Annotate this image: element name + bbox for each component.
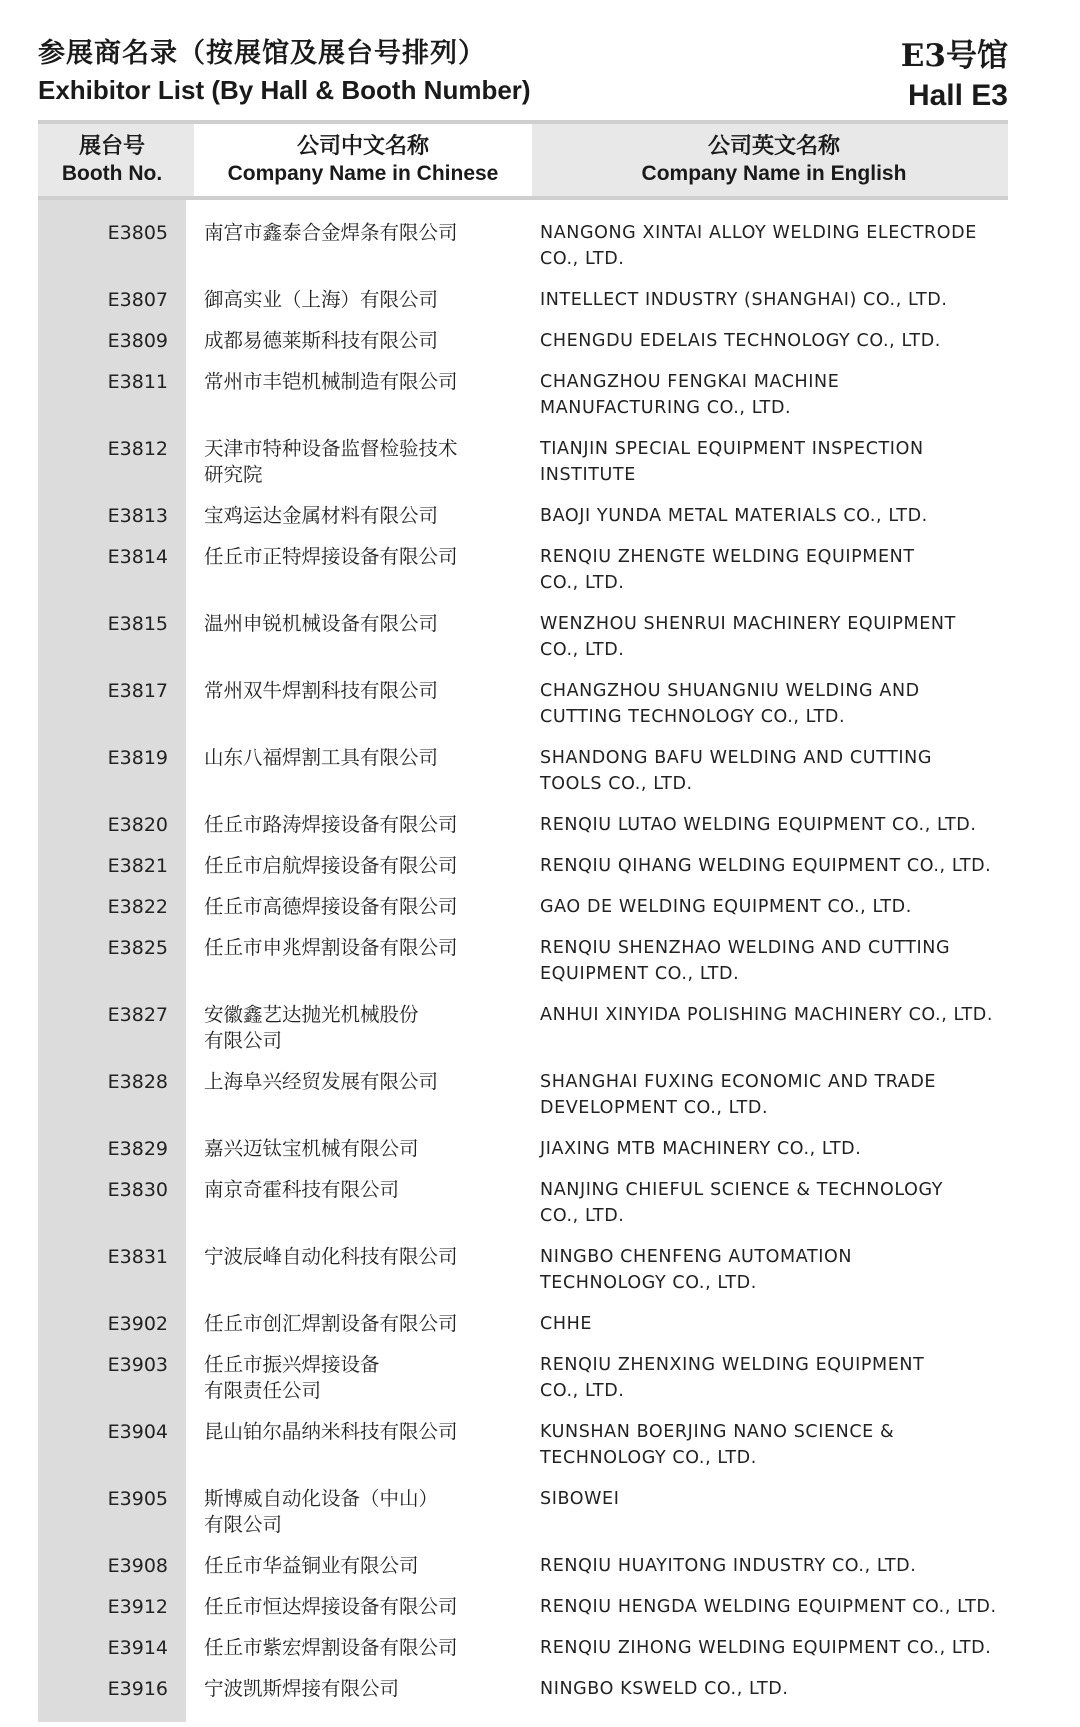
- name-line: 天津市特种设备监督检验技术: [204, 437, 458, 460]
- name-line: KUNSHAN BOERJING NANO SCIENCE &: [540, 1422, 895, 1442]
- company-name-english: [540, 853, 1008, 879]
- name-line: 任丘市高德焊接设备有限公司: [204, 895, 458, 918]
- name-line: 有限公司: [204, 1029, 283, 1052]
- company-name-english: [540, 1635, 1008, 1661]
- name-line: 有限责任公司: [204, 1379, 322, 1402]
- booth-number: E3814: [107, 546, 168, 568]
- name-line: 任丘市创汇焊割设备有限公司: [204, 1312, 458, 1335]
- company-name-english: [540, 220, 1008, 272]
- table-row: [38, 605, 1008, 672]
- company-name-chinese: [194, 894, 532, 920]
- name-line: CO., LTD.: [540, 573, 625, 593]
- name-line: NANJING CHIEFUL SCIENCE & TECHNOLOGY: [540, 1180, 944, 1200]
- name-line: NINGBO CHENFENG AUTOMATION: [540, 1247, 853, 1267]
- booth-number: E3902: [107, 1313, 168, 1335]
- booth-number: E3905: [107, 1488, 168, 1510]
- name-line: 任丘市申兆焊割设备有限公司: [204, 936, 458, 959]
- name-line: 常州市丰铠机械制造有限公司: [204, 370, 458, 393]
- table-row: [38, 281, 1008, 322]
- table-row: [38, 888, 1008, 929]
- booth-number: E3916: [107, 1678, 168, 1700]
- booth-number: E3820: [107, 814, 168, 836]
- name-line: RENQIU SHENZHAO WELDING AND CUTTING: [540, 938, 951, 958]
- booth-number: E3912: [107, 1596, 168, 1618]
- company-name-english: [540, 1419, 1008, 1471]
- name-line: CHHE: [540, 1314, 592, 1334]
- name-line: CO., LTD.: [540, 249, 625, 269]
- name-line: RENQIU ZHENXING WELDING EQUIPMENT: [540, 1355, 925, 1375]
- company-name-chinese: [194, 935, 532, 961]
- company-name-chinese: [194, 1311, 532, 1337]
- company-name-chinese: [194, 1069, 532, 1095]
- hall-chinese: E3号馆: [900, 38, 1008, 74]
- booth-number: E3817: [107, 680, 168, 702]
- name-line: 任丘市启航焊接设备有限公司: [204, 854, 458, 877]
- name-line: 温州申锐机械设备有限公司: [204, 612, 439, 635]
- company-name-english: [540, 503, 1008, 529]
- company-name-english: [540, 1002, 1008, 1028]
- name-line: GAO DE WELDING EQUIPMENT CO., LTD.: [540, 897, 912, 917]
- name-line: RENQIU HUAYITONG INDUSTRY CO., LTD.: [540, 1556, 917, 1576]
- table-row: [38, 1346, 1008, 1413]
- table-row: [38, 430, 1008, 497]
- company-name-english: [540, 1069, 1008, 1121]
- company-name-english: [540, 328, 1008, 354]
- table-row: [38, 996, 1008, 1063]
- name-line: 安徽鑫艺达抛光机械股份: [204, 1003, 419, 1026]
- name-line: CO., LTD.: [540, 640, 625, 660]
- company-name-chinese: [194, 1676, 532, 1702]
- name-line: TECHNOLOGY CO., LTD.: [540, 1448, 757, 1468]
- company-name-english: [540, 1553, 1008, 1579]
- name-line: CHANGZHOU FENGKAI MACHINE: [540, 372, 840, 392]
- name-line: SIBOWEI: [540, 1489, 620, 1509]
- booth-number: E3828: [107, 1071, 168, 1093]
- table-row: [38, 322, 1008, 363]
- name-line: 宝鸡运达金属材料有限公司: [204, 504, 439, 527]
- company-name-chinese: [194, 1002, 532, 1054]
- company-name-english: [540, 745, 1008, 797]
- name-line: BAOJI YUNDA METAL MATERIALS CO., LTD.: [540, 506, 928, 526]
- name-line: CO., LTD.: [540, 1381, 625, 1401]
- name-line: RENQIU ZHENGTE WELDING EQUIPMENT: [540, 547, 915, 567]
- header-en: Company Name in English: [641, 162, 907, 185]
- booth-number: E3827: [107, 1004, 168, 1026]
- booth-number: E3822: [107, 896, 168, 918]
- name-line: INTELLECT INDUSTRY (SHANGHAI) CO., LTD.: [540, 290, 948, 310]
- company-name-chinese: [194, 853, 532, 879]
- company-name-chinese: [194, 1177, 532, 1203]
- table-row: [38, 1063, 1008, 1130]
- table-row: [38, 806, 1008, 847]
- name-line: 南宫市鑫泰合金焊条有限公司: [204, 221, 458, 244]
- company-name-chinese: [194, 220, 532, 246]
- name-line: SHANDONG BAFU WELDING AND CUTTING: [540, 748, 932, 768]
- table-row: [38, 363, 1008, 430]
- company-name-english: [540, 1486, 1008, 1512]
- table-row: [38, 847, 1008, 888]
- company-name-chinese: [194, 436, 532, 488]
- table-row: [38, 1413, 1008, 1480]
- table-row: [38, 1670, 1008, 1711]
- name-line: 上海阜兴经贸发展有限公司: [204, 1070, 439, 1093]
- company-name-chinese: [194, 287, 532, 313]
- booth-number: E3807: [107, 289, 168, 311]
- title-chinese: 参展商名录（按展馆及展台号排列）: [38, 38, 486, 69]
- booth-number: E3805: [107, 222, 168, 244]
- name-line: 昆山铂尔晶纳米科技有限公司: [204, 1420, 458, 1443]
- name-line: 常州双牛焊割科技有限公司: [204, 679, 439, 702]
- header-zh: 展台号: [78, 133, 145, 159]
- company-name-english: [540, 1311, 1008, 1337]
- table-row: [38, 1588, 1008, 1629]
- table-row: [38, 739, 1008, 806]
- booth-number: E3813: [107, 505, 168, 527]
- table-row: [38, 1238, 1008, 1305]
- company-name-chinese: [194, 1419, 532, 1445]
- company-name-chinese: [194, 678, 532, 704]
- header-booth-no: [38, 124, 186, 196]
- exhibitor-table: [38, 120, 1008, 1711]
- company-name-english: [540, 1177, 1008, 1229]
- name-line: 任丘市华益铜业有限公司: [204, 1554, 419, 1577]
- company-name-english: [540, 1136, 1008, 1162]
- name-line: 御高实业（上海）有限公司: [204, 288, 439, 311]
- company-name-chinese: [194, 611, 532, 637]
- company-name-chinese: [194, 369, 532, 395]
- booth-number: E3829: [107, 1138, 168, 1160]
- booth-number: E3904: [107, 1421, 168, 1443]
- company-name-english: [540, 436, 1008, 488]
- company-name-chinese: [194, 812, 532, 838]
- name-line: ANHUI XINYIDA POLISHING MACHINERY CO., LTD.: [540, 1005, 994, 1025]
- company-name-chinese: [194, 503, 532, 529]
- company-name-english: [540, 678, 1008, 730]
- header-company-chinese: [194, 124, 532, 196]
- name-line: 宁波辰峰自动化科技有限公司: [204, 1245, 458, 1268]
- booth-number: E3825: [107, 937, 168, 959]
- company-name-chinese: [194, 544, 532, 570]
- title-english: Exhibitor List (By Hall & Booth Number): [38, 75, 531, 105]
- booth-number: E3914: [107, 1637, 168, 1659]
- name-line: 嘉兴迈钛宝机械有限公司: [204, 1137, 419, 1160]
- company-name-chinese: [194, 745, 532, 771]
- name-line: NINGBO KSWELD CO., LTD.: [540, 1679, 789, 1699]
- booth-number: E3812: [107, 438, 168, 460]
- name-line: MANUFACTURING CO., LTD.: [540, 398, 792, 418]
- header-zh: 公司中文名称: [296, 133, 429, 159]
- title-block: [38, 36, 531, 106]
- hall-label: [901, 36, 1008, 114]
- company-name-english: [540, 544, 1008, 596]
- header-company-english: [540, 124, 1008, 196]
- booth-number: E3809: [107, 330, 168, 352]
- name-line: TECHNOLOGY CO., LTD.: [540, 1273, 757, 1293]
- table-row: [38, 1171, 1008, 1238]
- name-line: 任丘市振兴焊接设备: [204, 1353, 380, 1376]
- header-en: Booth No.: [61, 162, 163, 185]
- company-name-english: [540, 1352, 1008, 1404]
- name-line: 斯博威自动化设备（中山）: [204, 1487, 439, 1510]
- booth-number: E3830: [107, 1179, 168, 1201]
- header-en: Company Name in Chinese: [227, 162, 499, 185]
- table-row: [38, 1480, 1008, 1547]
- company-name-english: [540, 287, 1008, 313]
- company-name-english: [540, 1594, 1008, 1620]
- booth-number: E3908: [107, 1555, 168, 1577]
- table-row: [38, 538, 1008, 605]
- company-name-english: [540, 369, 1008, 421]
- name-line: 宁波凯斯焊接有限公司: [204, 1677, 400, 1700]
- booth-number: E3903: [107, 1354, 168, 1376]
- name-line: NANGONG XINTAI ALLOY WELDING ELECTRODE: [540, 223, 977, 243]
- company-name-chinese: [194, 1136, 532, 1162]
- table-header: [38, 120, 1008, 200]
- name-line: 研究院: [204, 463, 263, 486]
- company-name-chinese: [194, 1352, 532, 1404]
- name-line: WENZHOU SHENRUI MACHINERY EQUIPMENT: [540, 614, 956, 634]
- name-line: CHANGZHOU SHUANGNIU WELDING AND: [540, 681, 920, 701]
- name-line: RENQIU QIHANG WELDING EQUIPMENT CO., LTD.: [540, 856, 992, 876]
- booth-number: E3811: [107, 371, 168, 393]
- booth-number: E3831: [107, 1246, 168, 1268]
- name-line: TIANJIN SPECIAL EQUIPMENT INSPECTION: [540, 439, 924, 459]
- company-name-chinese: [194, 1553, 532, 1579]
- name-line: 任丘市紫宏焊割设备有限公司: [204, 1636, 458, 1659]
- table-row: [38, 1629, 1008, 1670]
- company-name-chinese: [194, 1635, 532, 1661]
- table-row: [38, 1547, 1008, 1588]
- company-name-english: [540, 611, 1008, 663]
- header-zh: 公司英文名称: [707, 133, 840, 159]
- booth-number: E3815: [107, 613, 168, 635]
- booth-number: E3819: [107, 747, 168, 769]
- name-line: SHANGHAI FUXING ECONOMIC AND TRADE: [540, 1072, 937, 1092]
- name-line: 有限公司: [204, 1513, 283, 1536]
- company-name-english: [540, 1676, 1008, 1702]
- name-line: JIAXING MTB MACHINERY CO., LTD.: [540, 1139, 862, 1159]
- table-row: [38, 929, 1008, 996]
- table-row: [38, 1305, 1008, 1346]
- name-line: 南京奇霍科技有限公司: [204, 1178, 400, 1201]
- name-line: 任丘市正特焊接设备有限公司: [204, 545, 458, 568]
- table-row: [38, 214, 1008, 281]
- name-line: 任丘市路涛焊接设备有限公司: [204, 813, 458, 836]
- company-name-english: [540, 1244, 1008, 1296]
- company-name-chinese: [194, 328, 532, 354]
- company-name-english: [540, 812, 1008, 838]
- company-name-chinese: [194, 1594, 532, 1620]
- name-line: RENQIU HENGDA WELDING EQUIPMENT CO., LTD.: [540, 1597, 997, 1617]
- name-line: CO., LTD.: [540, 1206, 625, 1226]
- name-line: TOOLS CO., LTD.: [540, 774, 693, 794]
- name-line: RENQIU LUTAO WELDING EQUIPMENT CO., LTD.: [540, 815, 977, 835]
- name-line: DEVELOPMENT CO., LTD.: [540, 1098, 769, 1118]
- table-row: [38, 497, 1008, 538]
- table-row: [38, 672, 1008, 739]
- table-body: [38, 200, 1008, 1711]
- booth-number: E3821: [107, 855, 168, 877]
- company-name-chinese: [194, 1486, 532, 1538]
- company-name-english: [540, 894, 1008, 920]
- name-line: 山东八福焊割工具有限公司: [204, 746, 439, 769]
- name-line: CHENGDU EDELAIS TECHNOLOGY CO., LTD.: [540, 331, 941, 351]
- name-line: 成都易德莱斯科技有限公司: [204, 329, 439, 352]
- company-name-chinese: [194, 1244, 532, 1270]
- name-line: 任丘市恒达焊接设备有限公司: [204, 1595, 458, 1618]
- company-name-english: [540, 935, 1008, 987]
- name-line: RENQIU ZIHONG WELDING EQUIPMENT CO., LTD.: [540, 1638, 992, 1658]
- hall-english: Hall E3: [907, 79, 1008, 112]
- table-row: [38, 1130, 1008, 1171]
- name-line: CUTTING TECHNOLOGY CO., LTD.: [540, 707, 846, 727]
- name-line: EQUIPMENT CO., LTD.: [540, 964, 740, 984]
- name-line: INSTITUTE: [540, 465, 636, 485]
